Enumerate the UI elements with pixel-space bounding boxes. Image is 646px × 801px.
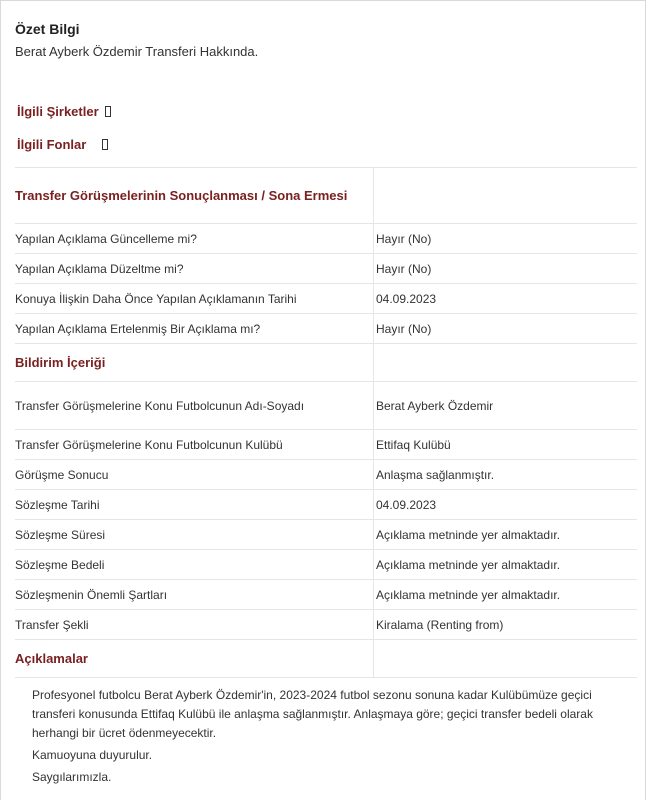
section-title: Transfer Görüşmelerinin Sonuçlanması / Sona Ermesi bbox=[15, 168, 374, 224]
table-section-row bbox=[15, 640, 637, 678]
notes-announce: Kamuoyuna duyurulur. bbox=[32, 748, 153, 762]
notes-title: Açıklamalar bbox=[15, 640, 374, 678]
row-value: Ettifaq Kulübü bbox=[374, 430, 638, 460]
empty-cell bbox=[374, 344, 638, 382]
table-row bbox=[15, 580, 637, 610]
row-label: Yapılan Açıklama Düzeltme mi? bbox=[15, 254, 374, 284]
empty-cell bbox=[374, 168, 638, 224]
table-row bbox=[15, 610, 637, 640]
table-row bbox=[15, 520, 637, 550]
row-value: Açıklama metninde yer almaktadır. bbox=[374, 550, 638, 580]
table-row bbox=[15, 314, 637, 344]
table-section-row bbox=[15, 344, 637, 382]
related-funds-label: İlgili Fonlar bbox=[17, 137, 87, 152]
notes-paragraph: Profesyonel futbolcu Berat Ayberk Özdemir'in, 2023-2024 futbol sezonu sonuna kadar Kulübümüze geçici transferi konusunda Ettifaq Kulübü ile anlaşma sağlanmıştır. Anlaşmaya göre; geçici transfer bedeli olarak herhangi bir ücret ödenmeyecektir. bbox=[32, 688, 593, 740]
row-label: Sözleşme Süresi bbox=[15, 520, 374, 550]
table-row bbox=[15, 382, 637, 430]
row-label: Yapılan Açıklama Güncelleme mi? bbox=[15, 224, 374, 254]
notes-closing: Saygılarımızla. bbox=[32, 770, 112, 784]
row-label: Sözleşme Bedeli bbox=[15, 550, 374, 580]
row-value: 04.09.2023 bbox=[374, 490, 638, 520]
summary-title: Özet Bilgi bbox=[15, 21, 80, 37]
row-value: Anlaşma sağlanmıştır. bbox=[374, 460, 638, 490]
summary-subtitle: Berat Ayberk Özdemir Transferi Hakkında. bbox=[15, 44, 259, 59]
related-companies-link[interactable] bbox=[17, 104, 111, 119]
row-value: Hayır (No) bbox=[374, 224, 638, 254]
row-value: Hayır (No) bbox=[374, 254, 638, 284]
content-title: Bildirim İçeriği bbox=[15, 344, 374, 382]
table-row bbox=[15, 430, 637, 460]
empty-cell bbox=[374, 640, 638, 678]
row-value: 04.09.2023 bbox=[374, 284, 638, 314]
related-companies-label: İlgili Şirketler bbox=[17, 104, 99, 119]
row-value: Hayır (No) bbox=[374, 314, 638, 344]
row-value: Açıklama metninde yer almaktadır. bbox=[374, 580, 638, 610]
disclosure-table bbox=[15, 167, 637, 678]
row-value: Berat Ayberk Özdemir bbox=[374, 382, 638, 430]
notes-body bbox=[32, 686, 632, 787]
row-label: Transfer Görüşmelerine Konu Futbolcunun Adı-Soyadı bbox=[15, 382, 374, 430]
table-row bbox=[15, 224, 637, 254]
table-row bbox=[15, 550, 637, 580]
row-value: Açıklama metninde yer almaktadır. bbox=[374, 520, 638, 550]
row-label: Transfer Şekli bbox=[15, 610, 374, 640]
related-funds-link[interactable] bbox=[17, 137, 108, 152]
row-label: Sözleşmenin Önemli Şartları bbox=[15, 580, 374, 610]
table-row bbox=[15, 490, 637, 520]
row-label: Transfer Görüşmelerine Konu Futbolcunun Kulübü bbox=[15, 430, 374, 460]
expand-icon[interactable] bbox=[102, 139, 108, 150]
table-section-row bbox=[15, 168, 637, 224]
row-label: Yapılan Açıklama Ertelenmiş Bir Açıklama mı? bbox=[15, 314, 374, 344]
row-label: Konuya İlişkin Daha Önce Yapılan Açıklamanın Tarihi bbox=[15, 284, 374, 314]
table-row bbox=[15, 284, 637, 314]
expand-icon[interactable] bbox=[105, 106, 111, 117]
table-row bbox=[15, 254, 637, 284]
row-label: Görüşme Sonucu bbox=[15, 460, 374, 490]
table-row bbox=[15, 460, 637, 490]
row-value: Kiralama (Renting from) bbox=[374, 610, 638, 640]
row-label: Sözleşme Tarihi bbox=[15, 490, 374, 520]
